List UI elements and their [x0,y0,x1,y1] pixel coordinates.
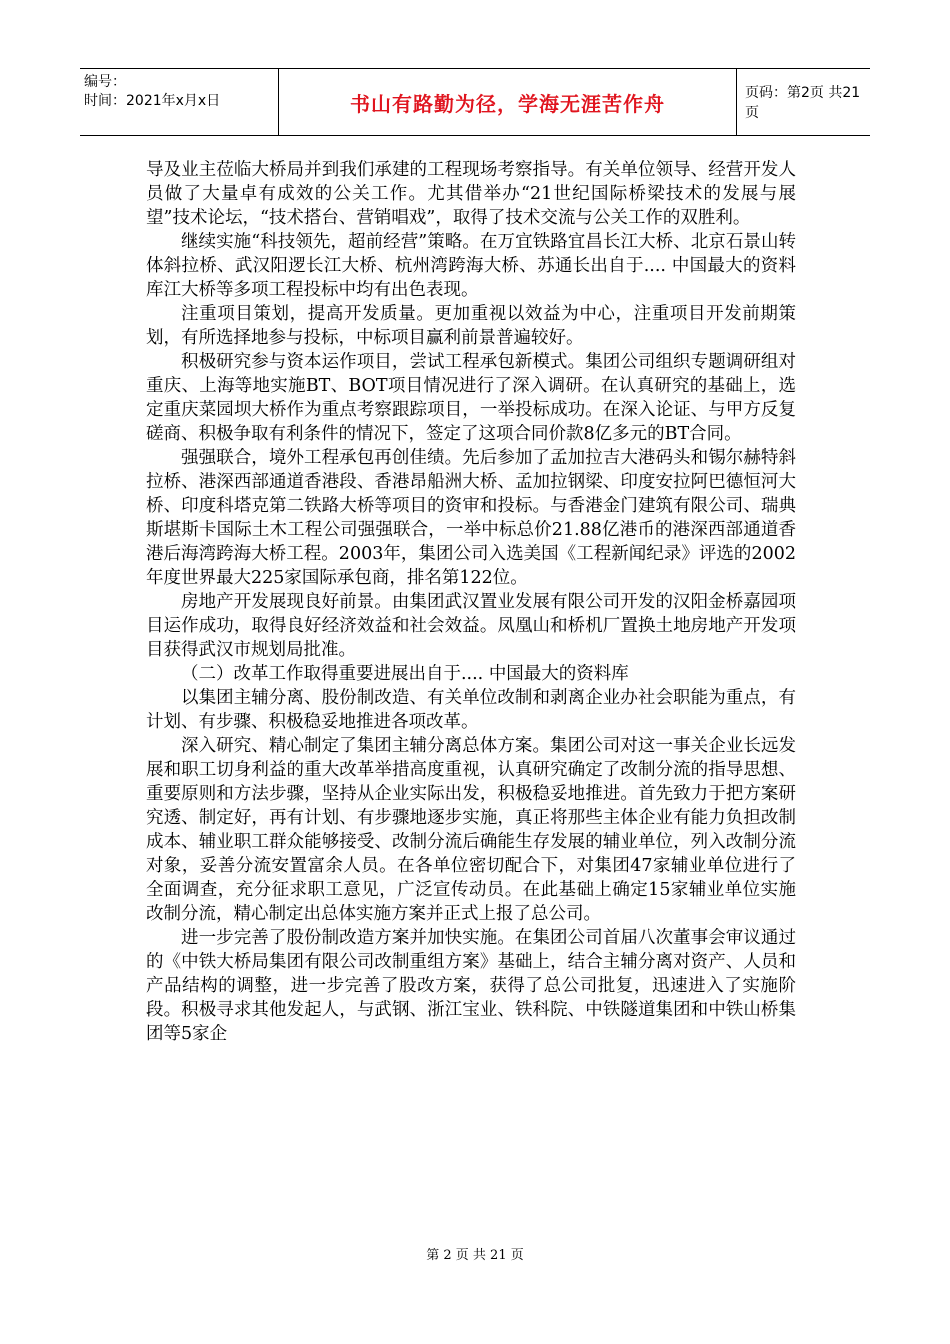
paragraph: 进一步完善了股份制改造方案并加快实施。在集团公司首届八次董事会审议通过的《中铁大桥局集团有限公司改制重组方案》基础上，结合主辅分离对资产、人员和产品结构的调整，进一步完善了股改方案，获得了总公司批复，迅速进入了实施阶段。积极寻求其他发起人，与武钢、浙江宝业、铁科院、中铁隧道集团和中铁山桥集团等5家企 [146,928,796,1044]
document-number-label: 编号： [84,74,126,90]
paragraph: 继续实施“科技领先，超前经营”策略。在万宜铁路宜昌长江大桥、北京石景山转体斜拉桥、武汉阳逻长江大桥、杭州湾跨海大桥、苏通长出自于.... 中国最大的资料库江大桥等多项工程投标中均有出色表现。 [146,232,796,300]
paragraph: 强强联合，境外工程承包再创佳绩。先后参加了孟加拉吉大港码头和锡尔赫特斜拉桥、港深西部通道香港段、香港昂船洲大桥、孟加拉钢梁、印度安拉阿巴德恒河大桥、印度科塔克第二铁路大桥等项目的资审和投标。与香港金门建筑有限公司、瑞典斯堪斯卡国际土木工程公司强强联合，一举中标总价21.88亿港币的港深西部通道香港后海湾跨海大桥工程。2003年，集团公司入选美国《工程新闻纪录》评选的2002年度世界最大225家国际承包商，排名第122位。 [146,448,796,588]
header-page-info: 页码：第2页 共21页 [745,85,861,121]
page-footer: 第 2 页 共 21 页 [426,1248,524,1263]
header-meta [80,69,279,135]
document-date: 时间：2021年x月x日 [84,93,221,109]
paragraph: 导及业主莅临大桥局并到我们承建的工程现场考察指导。有关单位领导、经营开发人员做了大量卓有成效的公关工作。尤其借举办“21世纪国际桥梁技术的发展与展望”技术论坛，“技术搭台、营销唱戏”，取得了技术交流与公关工作的双胜利。 [146,160,796,228]
paragraph: 积极研究参与资本运作项目，尝试工程承包新模式。集团公司组织专题调研组对重庆、上海等地实施BT、BOT项目情况进行了深入调研。在认真研究的基础上，选定重庆菜园坝大桥作为重点考察跟踪项目，一举投标成功。在深入论证、与甲方反复磋商、积极争取有利条件的情况下，签定了这项合同价款8亿多元的BT合同。 [146,352,796,444]
header-motto: 书山有路勤为径，学海无涯苦作舟 [279,69,737,135]
paragraph: 深入研究、精心制定了集团主辅分离总体方案。集团公司对这一事关企业长远发展和职工切身利益的重大改革举措高度重视，认真研究确定了改制分流的指导思想、重要原则和方法步骤，坚持从企业实际出发，积极稳妥地推进。首先致力于把方案研究透、制定好，再有计划、有步骤地逐步实施，真正将那些主体企业有能力负担改制成本、辅业职工群众能够接受、改制分流后确能生存发展的辅业单位，列入改制分流对象，妥善分流安置富余人员。在各单位密切配合下，对集团47家辅业单位进行了全面调查，充分征求职工意见，广泛宣传动员。在此基础上确定15家辅业单位实施改制分流，精心制定出总体实施方案并正式上报了总公司。 [146,736,796,924]
paragraph: 房地产开发展现良好前景。由集团武汉置业发展有限公司开发的汉阳金桥嘉园项目运作成功，取得良好经济效益和社会效益。凤凰山和桥机厂置换土地房地产开发项目获得武汉市规划局批准。 [146,592,796,660]
page-header [80,68,870,136]
paragraph: 以集团主辅分离、股份制改造、有关单位改制和剥离企业办社会职能为重点，有计划、有步骤、积极稳妥地推进各项改革。 [146,688,796,732]
paragraph: 注重项目策划，提高开发质量。更加重视以效益为中心，注重项目开发前期策划，有所选择地参与投标，中标项目赢利前景普遍较好。 [146,304,796,348]
document-body [146,158,796,1046]
section-heading: （二）改革工作取得重要进展出自于.... 中国最大的资料库 [181,664,629,684]
